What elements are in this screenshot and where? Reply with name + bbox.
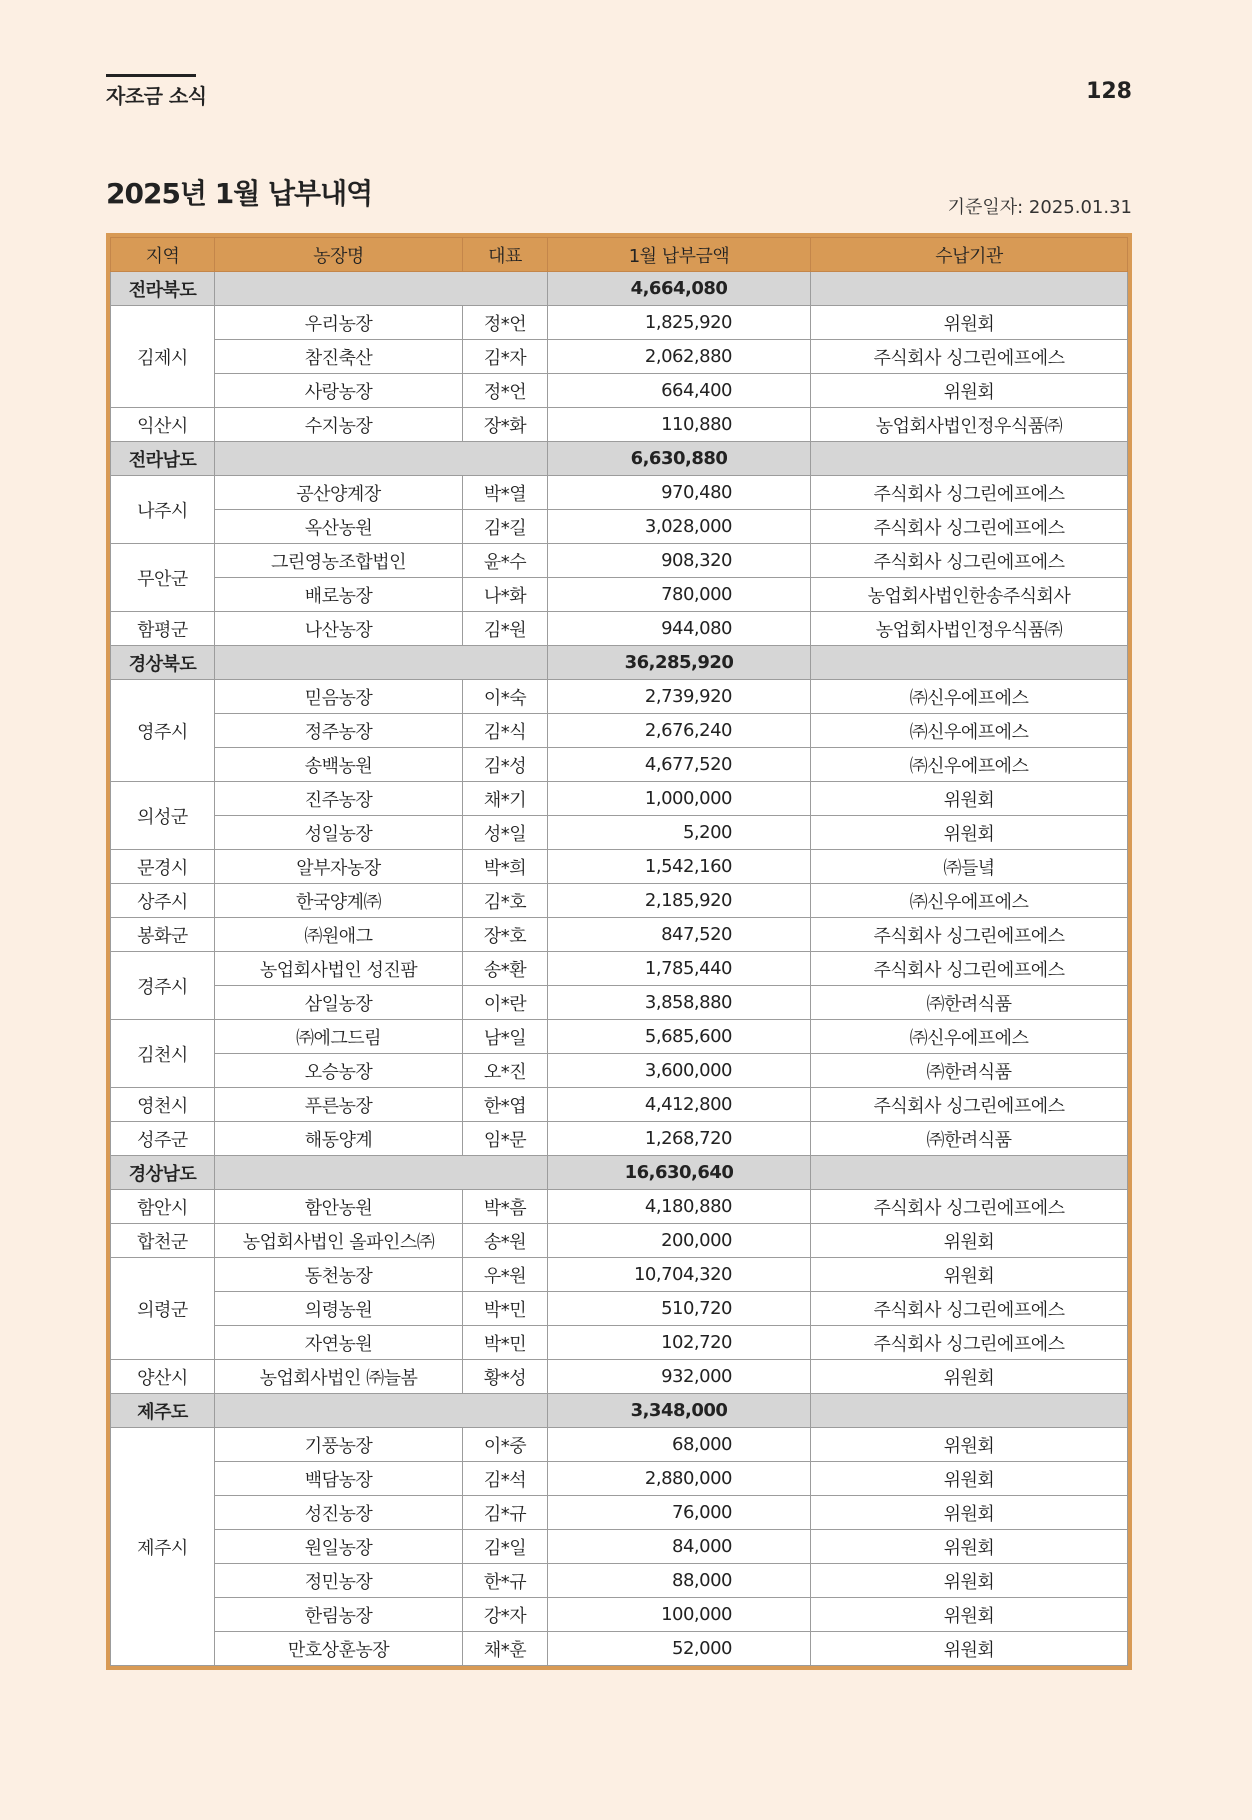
representative: 김*식: [463, 714, 548, 748]
province-total: 16,630,640: [548, 1156, 811, 1190]
representative: 강*자: [463, 1598, 548, 1632]
table-row: [111, 1326, 1128, 1360]
receiving-org: 농업회사법인정우식품㈜: [811, 612, 1128, 646]
province-name: 경상남도: [111, 1156, 215, 1190]
representative: 채*훈: [463, 1632, 548, 1666]
representative: 채*기: [463, 782, 548, 816]
payment-amount: 2,676,240: [548, 714, 811, 748]
farm-name: 자연농원: [215, 1326, 463, 1360]
receiving-org: 위원회: [811, 1462, 1128, 1496]
representative: 성*일: [463, 816, 548, 850]
table-row: [111, 952, 1128, 986]
table-row: [111, 714, 1128, 748]
representative: 김*길: [463, 510, 548, 544]
province-blank: [811, 272, 1128, 306]
farm-name: 농업회사법인 올파인스㈜: [215, 1224, 463, 1258]
representative: 송*환: [463, 952, 548, 986]
table-row: [111, 476, 1128, 510]
representative: 황*성: [463, 1360, 548, 1394]
table-row: [111, 1088, 1128, 1122]
receiving-org: ㈜들녘: [811, 850, 1128, 884]
table-header-row: [111, 238, 1128, 272]
representative: 이*중: [463, 1428, 548, 1462]
farm-name: 한국양계㈜: [215, 884, 463, 918]
farm-name: 믿음농장: [215, 680, 463, 714]
table-row: [111, 850, 1128, 884]
table-row: [111, 1224, 1128, 1258]
receiving-org: 주식회사 싱그린에프에스: [811, 476, 1128, 510]
representative: 박*희: [463, 850, 548, 884]
receiving-org: 위원회: [811, 816, 1128, 850]
payment-table-frame: [106, 233, 1132, 1670]
payment-amount: 1,785,440: [548, 952, 811, 986]
city-name: 김천시: [111, 1020, 215, 1088]
receiving-org: 위원회: [811, 1564, 1128, 1598]
farm-name: 송백농원: [215, 748, 463, 782]
city-name: 함안시: [111, 1190, 215, 1224]
receiving-org: 위원회: [811, 1598, 1128, 1632]
table-row: [111, 918, 1128, 952]
payment-amount: 2,880,000: [548, 1462, 811, 1496]
farm-name: 우리농장: [215, 306, 463, 340]
payment-amount: 3,858,880: [548, 986, 811, 1020]
table-row: [111, 1462, 1128, 1496]
farm-name: 농업회사법인 성진팜: [215, 952, 463, 986]
payment-amount: 3,028,000: [548, 510, 811, 544]
payment-amount: 5,685,600: [548, 1020, 811, 1054]
table-row: [111, 986, 1128, 1020]
table-row: [111, 748, 1128, 782]
payment-table: [110, 237, 1128, 1666]
payment-amount: 10,704,320: [548, 1258, 811, 1292]
receiving-org: ㈜신우에프에스: [811, 680, 1128, 714]
province-blank: [811, 1156, 1128, 1190]
farm-name: 함안농원: [215, 1190, 463, 1224]
table-row: [111, 782, 1128, 816]
representative: 정*언: [463, 374, 548, 408]
province-name: 전라남도: [111, 442, 215, 476]
table-row: [111, 1530, 1128, 1564]
farm-name: 해동양계: [215, 1122, 463, 1156]
farm-name: 수지농장: [215, 408, 463, 442]
page-title: 2025년 1월 납부내역: [106, 177, 373, 210]
payment-amount: 2,185,920: [548, 884, 811, 918]
farm-name: 정주농장: [215, 714, 463, 748]
col-header-org: 수납기관: [811, 238, 1128, 272]
representative: 김*석: [463, 1462, 548, 1496]
payment-amount: 68,000: [548, 1428, 811, 1462]
farm-name: 성진농장: [215, 1496, 463, 1530]
table-row: [111, 408, 1128, 442]
province-row: [111, 646, 1128, 680]
receiving-org: 주식회사 싱그린에프에스: [811, 1292, 1128, 1326]
receiving-org: 주식회사 싱그린에프에스: [811, 340, 1128, 374]
table-row: [111, 1292, 1128, 1326]
payment-amount: 664,400: [548, 374, 811, 408]
receiving-org: 농업회사법인한송주식회사: [811, 578, 1128, 612]
representative: 김*일: [463, 1530, 548, 1564]
payment-amount: 4,180,880: [548, 1190, 811, 1224]
receiving-org: 주식회사 싱그린에프에스: [811, 952, 1128, 986]
table-row: [111, 1428, 1128, 1462]
section-label: 자조금 소식: [106, 84, 207, 108]
city-name: 양산시: [111, 1360, 215, 1394]
province-spacer: [215, 646, 548, 680]
receiving-org: 농업회사법인정우식품㈜: [811, 408, 1128, 442]
col-header-farm: 농장명: [215, 238, 463, 272]
representative: 박*민: [463, 1292, 548, 1326]
city-name: 제주시: [111, 1428, 215, 1666]
representative: 윤*수: [463, 544, 548, 578]
table-row: [111, 1054, 1128, 1088]
payment-amount: 5,200: [548, 816, 811, 850]
receiving-org: ㈜한려식품: [811, 986, 1128, 1020]
farm-name: 만호상훈농장: [215, 1632, 463, 1666]
receiving-org: ㈜신우에프에스: [811, 748, 1128, 782]
receiving-org: 위원회: [811, 1428, 1128, 1462]
table-row: [111, 884, 1128, 918]
payment-amount: 908,320: [548, 544, 811, 578]
farm-name: 진주농장: [215, 782, 463, 816]
table-row: [111, 544, 1128, 578]
receiving-org: 주식회사 싱그린에프에스: [811, 1190, 1128, 1224]
receiving-org: 주식회사 싱그린에프에스: [811, 918, 1128, 952]
payment-amount: 2,062,880: [548, 340, 811, 374]
representative: 박*흠: [463, 1190, 548, 1224]
table-row: [111, 340, 1128, 374]
payment-amount: 944,080: [548, 612, 811, 646]
farm-name: 옥산농원: [215, 510, 463, 544]
farm-name: 나산농장: [215, 612, 463, 646]
province-row: [111, 442, 1128, 476]
table-row: [111, 1496, 1128, 1530]
province-spacer: [215, 442, 548, 476]
payment-amount: 847,520: [548, 918, 811, 952]
table-row: [111, 1258, 1128, 1292]
representative: 한*규: [463, 1564, 548, 1598]
table-row: [111, 1190, 1128, 1224]
farm-name: 삼일농장: [215, 986, 463, 1020]
farm-name: ㈜에그드림: [215, 1020, 463, 1054]
city-name: 의령군: [111, 1258, 215, 1360]
payment-amount: 4,677,520: [548, 748, 811, 782]
province-total: 3,348,000: [548, 1394, 811, 1428]
payment-amount: 52,000: [548, 1632, 811, 1666]
representative: 임*문: [463, 1122, 548, 1156]
receiving-org: 위원회: [811, 374, 1128, 408]
representative: 이*란: [463, 986, 548, 1020]
province-name: 경상북도: [111, 646, 215, 680]
city-name: 영주시: [111, 680, 215, 782]
table-row: [111, 1564, 1128, 1598]
province-row: [111, 1156, 1128, 1190]
province-total: 4,664,080: [548, 272, 811, 306]
receiving-org: 주식회사 싱그린에프에스: [811, 1088, 1128, 1122]
receiving-org: 위원회: [811, 782, 1128, 816]
table-body: [111, 272, 1128, 1666]
representative: 박*열: [463, 476, 548, 510]
farm-name: 농업회사법인 ㈜늘봄: [215, 1360, 463, 1394]
province-spacer: [215, 1394, 548, 1428]
representative: 김*성: [463, 748, 548, 782]
representative: 김*호: [463, 884, 548, 918]
city-name: 성주군: [111, 1122, 215, 1156]
receiving-org: ㈜신우에프에스: [811, 1020, 1128, 1054]
representative: 한*엽: [463, 1088, 548, 1122]
city-name: 나주시: [111, 476, 215, 544]
farm-name: 그린영농조합법인: [215, 544, 463, 578]
payment-amount: 102,720: [548, 1326, 811, 1360]
representative: 우*원: [463, 1258, 548, 1292]
representative: 오*진: [463, 1054, 548, 1088]
page-number: 128: [1086, 79, 1132, 104]
payment-amount: 88,000: [548, 1564, 811, 1598]
receiving-org: ㈜신우에프에스: [811, 714, 1128, 748]
table-row: [111, 1632, 1128, 1666]
city-name: 의성군: [111, 782, 215, 850]
farm-name: 정민농장: [215, 1564, 463, 1598]
city-name: 봉화군: [111, 918, 215, 952]
payment-amount: 3,600,000: [548, 1054, 811, 1088]
table-row: [111, 510, 1128, 544]
representative: 남*일: [463, 1020, 548, 1054]
farm-name: 알부자농장: [215, 850, 463, 884]
payment-amount: 932,000: [548, 1360, 811, 1394]
province-spacer: [215, 272, 548, 306]
representative: 장*호: [463, 918, 548, 952]
payment-amount: 4,412,800: [548, 1088, 811, 1122]
payment-amount: 1,000,000: [548, 782, 811, 816]
city-name: 익산시: [111, 408, 215, 442]
city-name: 무안군: [111, 544, 215, 612]
payment-amount: 100,000: [548, 1598, 811, 1632]
payment-amount: 84,000: [548, 1530, 811, 1564]
farm-name: 성일농장: [215, 816, 463, 850]
province-total: 36,285,920: [548, 646, 811, 680]
representative: 나*화: [463, 578, 548, 612]
representative: 장*화: [463, 408, 548, 442]
receiving-org: ㈜신우에프에스: [811, 884, 1128, 918]
representative: 김*자: [463, 340, 548, 374]
province-row: [111, 272, 1128, 306]
city-name: 영천시: [111, 1088, 215, 1122]
table-row: [111, 1122, 1128, 1156]
receiving-org: ㈜한려식품: [811, 1054, 1128, 1088]
table-row: [111, 1598, 1128, 1632]
farm-name: 오승농장: [215, 1054, 463, 1088]
farm-name: ㈜원애그: [215, 918, 463, 952]
province-total: 6,630,880: [548, 442, 811, 476]
farm-name: 백담농장: [215, 1462, 463, 1496]
payment-amount: 1,825,920: [548, 306, 811, 340]
receiving-org: 위원회: [811, 1496, 1128, 1530]
payment-amount: 76,000: [548, 1496, 811, 1530]
col-header-region: 지역: [111, 238, 215, 272]
table-row: [111, 1360, 1128, 1394]
table-row: [111, 816, 1128, 850]
farm-name: 동천농장: [215, 1258, 463, 1292]
city-name: 문경시: [111, 850, 215, 884]
receiving-org: ㈜한려식품: [811, 1122, 1128, 1156]
city-name: 함평군: [111, 612, 215, 646]
city-name: 김제시: [111, 306, 215, 408]
representative: 정*언: [463, 306, 548, 340]
province-name: 전라북도: [111, 272, 215, 306]
representative: 박*민: [463, 1326, 548, 1360]
receiving-org: 주식회사 싱그린에프에스: [811, 510, 1128, 544]
farm-name: 의령농원: [215, 1292, 463, 1326]
receiving-org: 위원회: [811, 1258, 1128, 1292]
base-date: 기준일자: 2025.01.31: [947, 197, 1132, 218]
payment-amount: 970,480: [548, 476, 811, 510]
payment-amount: 2,739,920: [548, 680, 811, 714]
farm-name: 원일농장: [215, 1530, 463, 1564]
province-blank: [811, 646, 1128, 680]
table-row: [111, 612, 1128, 646]
header-rule: [106, 74, 196, 77]
table-row: [111, 306, 1128, 340]
table-row: [111, 680, 1128, 714]
col-header-amount: 1월 납부금액: [548, 238, 811, 272]
province-row: [111, 1394, 1128, 1428]
receiving-org: 위원회: [811, 1224, 1128, 1258]
province-name: 제주도: [111, 1394, 215, 1428]
representative: 김*원: [463, 612, 548, 646]
table-row: [111, 1020, 1128, 1054]
city-name: 경주시: [111, 952, 215, 1020]
province-blank: [811, 1394, 1128, 1428]
farm-name: 배로농장: [215, 578, 463, 612]
farm-name: 사랑농장: [215, 374, 463, 408]
receiving-org: 위원회: [811, 1530, 1128, 1564]
payment-amount: 110,880: [548, 408, 811, 442]
representative: 김*규: [463, 1496, 548, 1530]
farm-name: 공산양계장: [215, 476, 463, 510]
receiving-org: 위원회: [811, 306, 1128, 340]
province-blank: [811, 442, 1128, 476]
farm-name: 한림농장: [215, 1598, 463, 1632]
receiving-org: 주식회사 싱그린에프에스: [811, 544, 1128, 578]
city-name: 합천군: [111, 1224, 215, 1258]
receiving-org: 위원회: [811, 1632, 1128, 1666]
payment-amount: 1,542,160: [548, 850, 811, 884]
farm-name: 푸른농장: [215, 1088, 463, 1122]
table-row: [111, 578, 1128, 612]
payment-amount: 780,000: [548, 578, 811, 612]
payment-amount: 510,720: [548, 1292, 811, 1326]
representative: 이*숙: [463, 680, 548, 714]
farm-name: 기풍농장: [215, 1428, 463, 1462]
city-name: 상주시: [111, 884, 215, 918]
receiving-org: 위원회: [811, 1360, 1128, 1394]
table-row: [111, 374, 1128, 408]
farm-name: 참진축산: [215, 340, 463, 374]
payment-amount: 1,268,720: [548, 1122, 811, 1156]
province-spacer: [215, 1156, 548, 1190]
col-header-rep: 대표: [463, 238, 548, 272]
receiving-org: 주식회사 싱그린에프에스: [811, 1326, 1128, 1360]
representative: 송*원: [463, 1224, 548, 1258]
payment-amount: 200,000: [548, 1224, 811, 1258]
